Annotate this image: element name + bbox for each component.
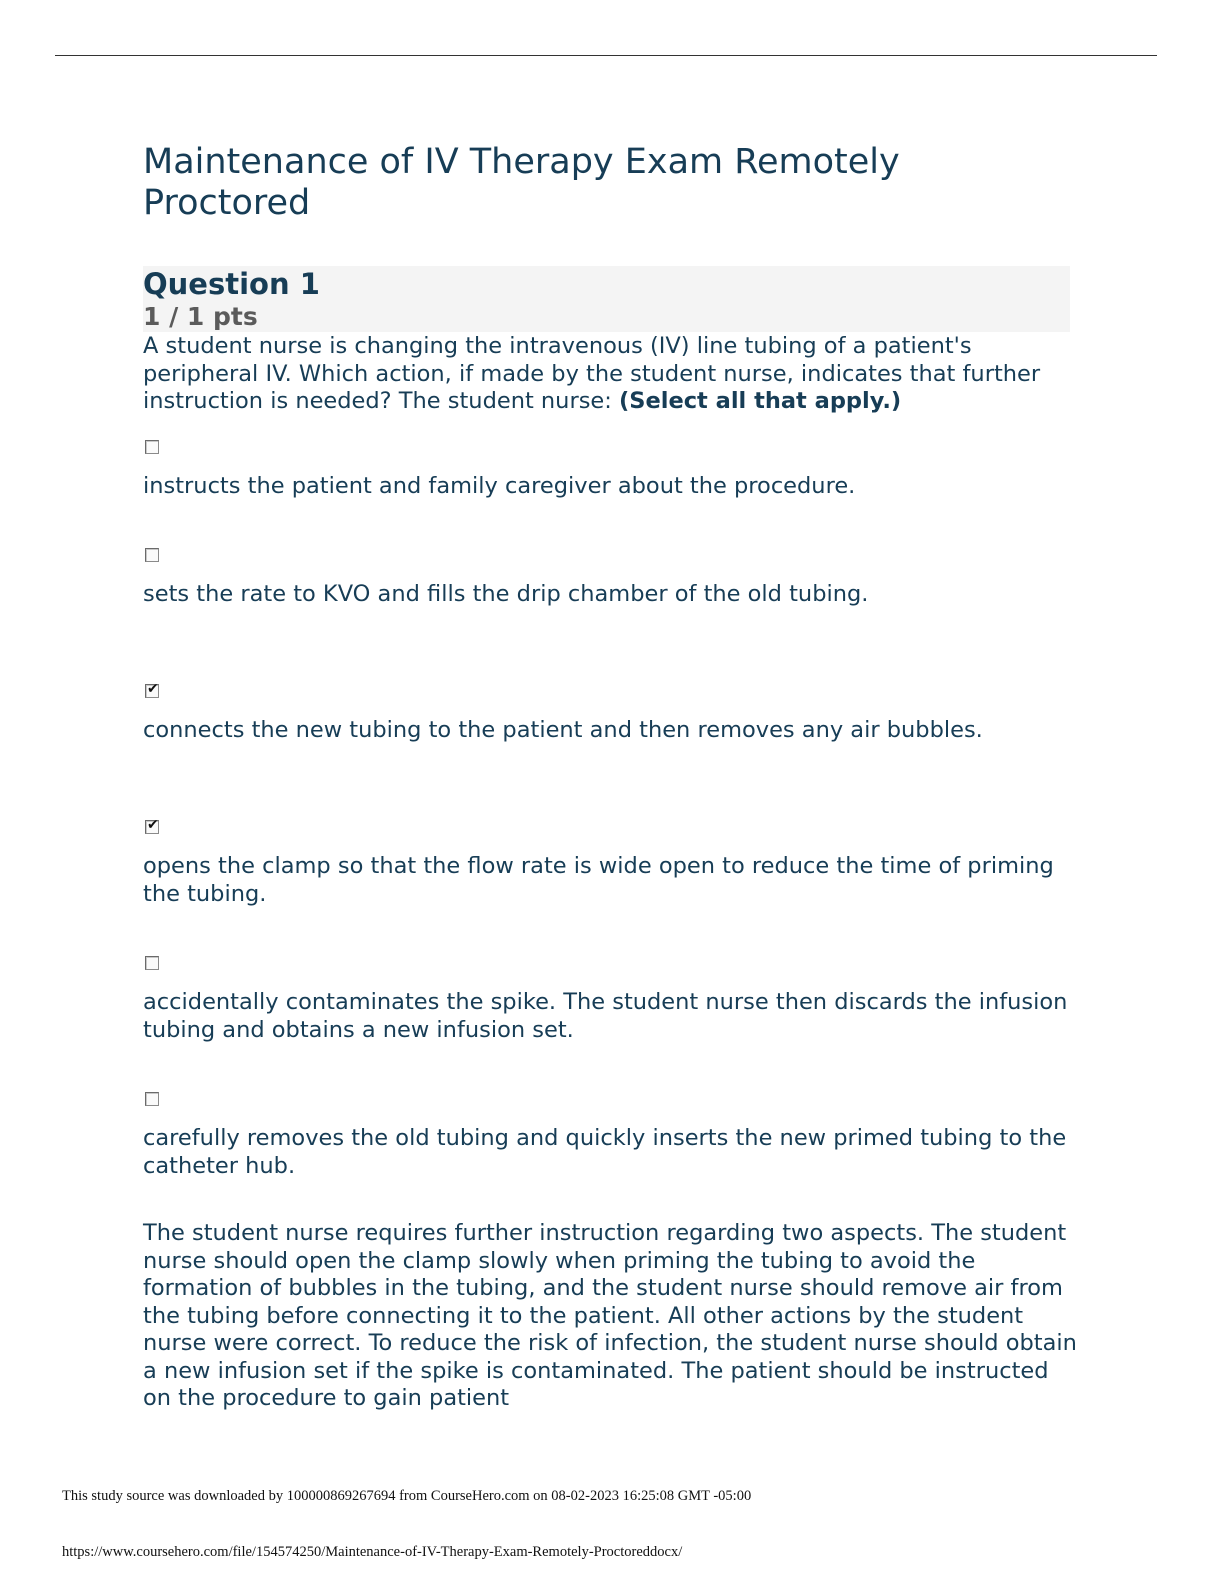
- answer-option-2: sets the rate to KVO and fills the drip chamber of the old tubing.: [143, 581, 869, 607]
- top-divider: [55, 55, 1157, 56]
- answer-checkbox-6[interactable]: [145, 1092, 159, 1106]
- answer-option-6: carefully removes the old tubing and quickly inserts the new primed tubing to the catheter hub.: [143, 1125, 1067, 1179]
- question-text: [143, 333, 1073, 416]
- answer-checkbox-3[interactable]: ✔: [147, 681, 159, 697]
- answer-option-4: opens the clamp so that the flow rate is wide open to reduce the time of priming the tubing.: [143, 853, 1054, 907]
- source-url[interactable]: https://www.coursehero.com/file/154574250/Maintenance-of-IV-Therapy-Exam-Remotely-Proctoreddocx/: [62, 1544, 683, 1560]
- answer-feedback: The student nurse requires further instruction regarding two aspects. The student nurse should open the clamp slowly when priming the tubing to avoid the formation of bubbles in the tubing, and the student nurse should remove air from the tubing before connecting it to the patient. All other actions by the student nurse were correct. To reduce the risk of infection, the student nurse should obtain a new infusion set if the spike is contaminated. The patient should be instructed on the procedure to gain patient: [143, 1220, 1077, 1411]
- question-title: Question 1: [143, 267, 320, 301]
- question-header: [143, 266, 1070, 332]
- answer-option-5: accidentally contaminates the spike. The student nurse then discards the infusion tubing and obtains a new infusion set.: [143, 989, 1068, 1043]
- question-points: 1 / 1 pts: [143, 302, 258, 331]
- answer-option-1: instructs the patient and family caregiver about the procedure.: [143, 473, 856, 499]
- answer-checkbox-2[interactable]: [145, 548, 159, 562]
- answer-checkbox-4[interactable]: ✔: [147, 817, 159, 833]
- answer-checkbox-1[interactable]: [145, 440, 159, 454]
- question-instruction: (Select all that apply.): [619, 388, 902, 414]
- question-prompt: A student nurse is changing the intravenous (IV) line tubing of a patient's peripheral IV. Which action, if made by the student nurse, indicates that further instruction is needed? The student nurse:: [143, 333, 1041, 414]
- page-title: Maintenance of IV Therapy Exam Remotely Proctored: [143, 142, 900, 223]
- answer-checkbox-5[interactable]: [145, 956, 159, 970]
- download-source-note: This study source was downloaded by 100000869267694 from CourseHero.com on 08-02-2023 16:25:08 GMT -05:00: [62, 1488, 752, 1504]
- answer-option-3: connects the new tubing to the patient and then removes any air bubbles.: [143, 717, 983, 743]
